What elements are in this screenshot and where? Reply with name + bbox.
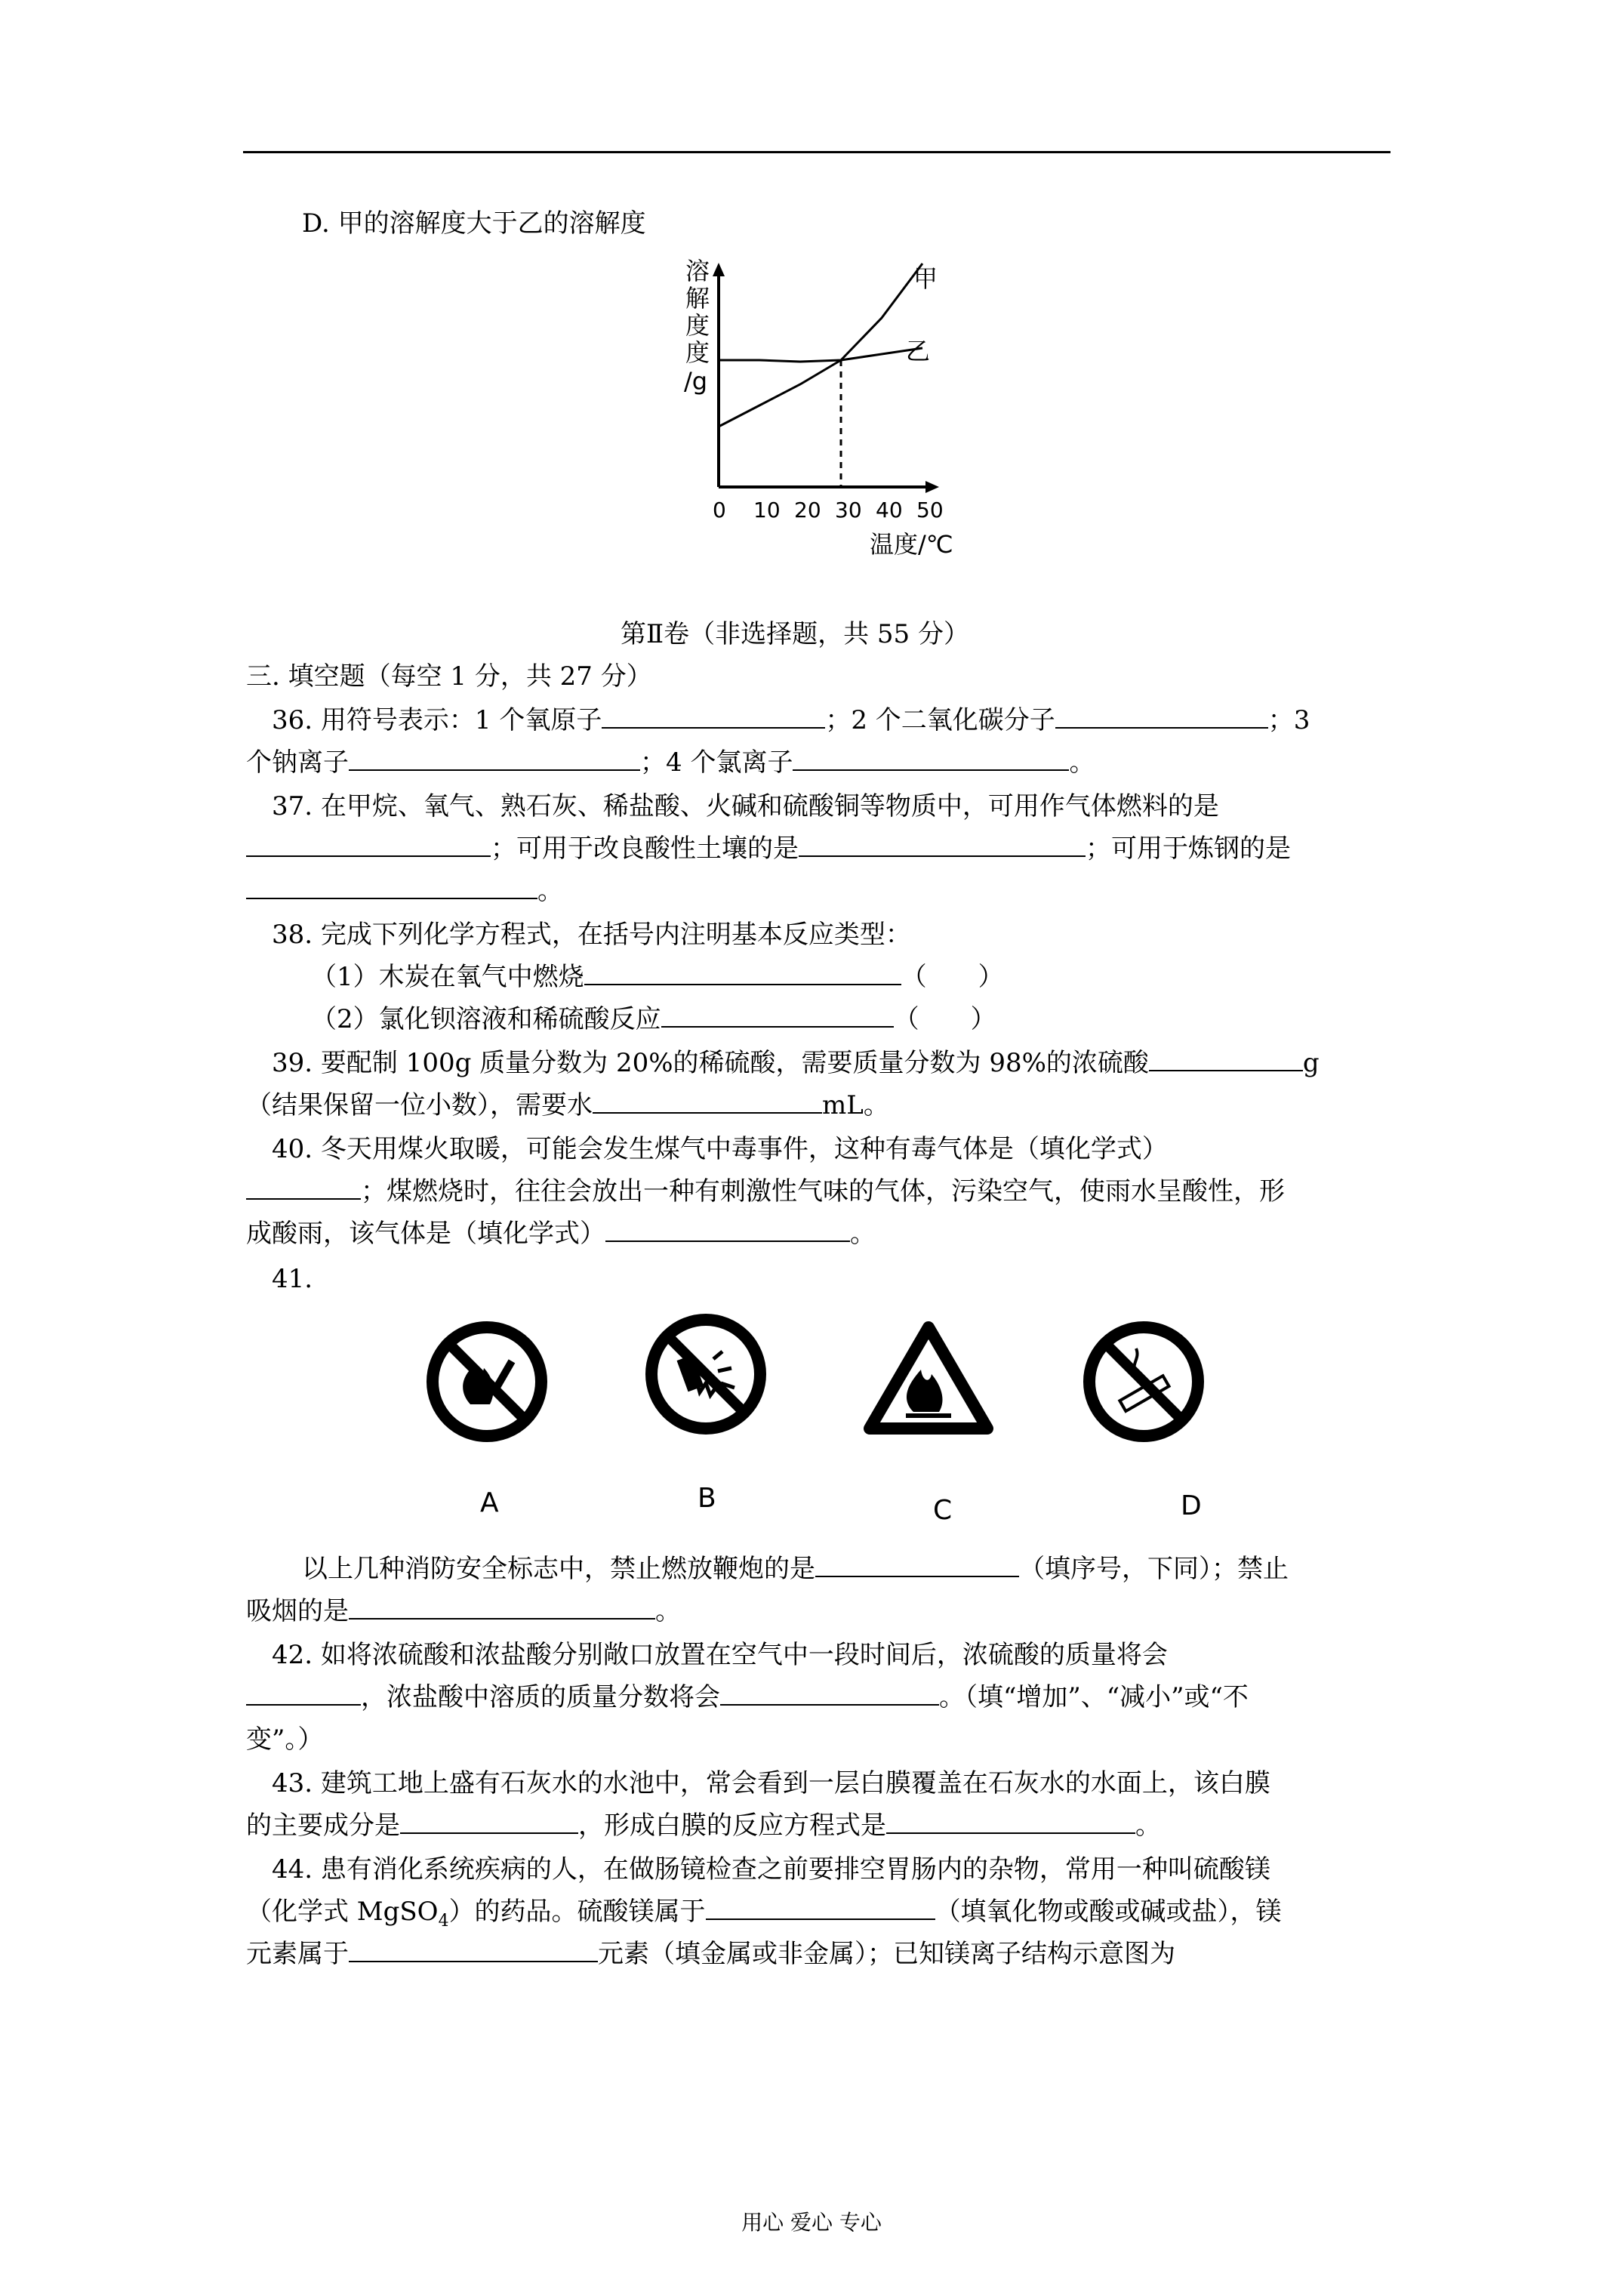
q38-blank-equation-1[interactable] xyxy=(584,961,901,985)
q44-blank-element-type[interactable] xyxy=(349,1938,598,1962)
series-jia-label: 甲 xyxy=(913,264,938,293)
q44-line3 xyxy=(246,1937,1175,1971)
x-tick-label: 20 xyxy=(794,498,821,522)
q42-text-b: ，浓盐酸中溶质的质量分数将会 xyxy=(361,1682,720,1712)
q41-text-d: 。 xyxy=(655,1596,681,1626)
q36-text-a: 36. 用符号表示：1 个氧原子 xyxy=(272,705,602,735)
q36-line1 xyxy=(272,704,1310,737)
q41-text-a: 以上几种消防安全标志中，禁止燃放鞭炮的是 xyxy=(302,1554,815,1584)
sign-label-b: B xyxy=(698,1483,716,1514)
q42-blank-sulfuric-mass[interactable] xyxy=(246,1681,361,1706)
q42-line1: 42. 如将浓硫酸和浓盐酸分别敞口放置在空气中一段时间后，浓硫酸的质量将会 xyxy=(272,1640,1168,1670)
q44-text-d: （填氧化物或酸或碱或盐），镁 xyxy=(935,1897,1282,1927)
sign-label-c: C xyxy=(933,1495,953,1526)
q38-text-2: （2）氯化钡溶液和稀硫酸反应 xyxy=(311,1004,661,1034)
q41-line2 xyxy=(246,1595,681,1628)
q41-line1 xyxy=(302,1552,1289,1586)
y-axis-arrow xyxy=(713,263,725,276)
q41-blank-fireworks[interactable] xyxy=(815,1553,1019,1577)
q37-line2 xyxy=(246,832,1291,865)
q44-text-b: （化学式 MgSO xyxy=(246,1897,439,1927)
q39-text-d: mL。 xyxy=(822,1090,889,1120)
q37-line1: 37. 在甲烷、氧气、熟石灰、稀盐酸、火碱和硫酸铜等物质中，可用作气体燃料的是 xyxy=(272,791,1219,821)
q44-line1: 44. 患有消化系统疾病的人，在做肠镜检查之前要排空胃肠内的杂物，常用一种叫硫酸镁 xyxy=(272,1854,1270,1885)
q40-line2 xyxy=(246,1175,1285,1208)
q42-blank-hcl-fraction[interactable] xyxy=(720,1681,939,1706)
x-axis-arrow xyxy=(925,481,939,493)
x-tick-label: 40 xyxy=(876,498,903,522)
q39-line2 xyxy=(246,1089,889,1122)
ylabel-3: 度 xyxy=(685,311,710,340)
q37-blank-steel[interactable] xyxy=(246,875,537,899)
q44-blank-compound-class[interactable] xyxy=(706,1896,935,1920)
q39-blank-acid-mass[interactable] xyxy=(1149,1047,1303,1071)
q43-blank-equation[interactable] xyxy=(886,1810,1135,1834)
q41-number: 41. xyxy=(272,1264,313,1294)
q39-blank-water[interactable] xyxy=(593,1089,822,1114)
series-yi-label: 乙 xyxy=(906,337,931,365)
sign-label-a: A xyxy=(480,1487,499,1518)
page-footer: 用心 爱心 专心 xyxy=(741,2210,882,2235)
q38-line2 xyxy=(311,1003,996,1036)
q37-blank-fuel[interactable] xyxy=(246,833,491,857)
q43-blank-film-component[interactable] xyxy=(400,1810,578,1834)
q41-text-c: 吸烟的是 xyxy=(246,1596,349,1626)
q40-line3 xyxy=(246,1217,876,1250)
q42-text-c: 。（填“增加”、“减小”或“不 xyxy=(939,1682,1249,1712)
q40-text-b: ；煤燃烧时，往往会放出一种有刺激性气味的气体，污染空气，使雨水呈酸性，形 xyxy=(361,1176,1285,1207)
q36-blank-co2[interactable] xyxy=(1055,704,1268,729)
q39-text-b: g xyxy=(1302,1048,1320,1078)
q43-line2 xyxy=(246,1809,1161,1842)
q40-line1: 40. 冬天用煤火取暖，可能会发生煤气中毒事件，这种有毒气体是（填化学式） xyxy=(272,1134,1168,1164)
q44-text-c: ）的药品。硫酸镁属于 xyxy=(448,1897,706,1927)
sign-c-flammable-warning xyxy=(870,1327,987,1428)
sign-b-no-firecrackers xyxy=(651,1320,760,1428)
q42-line2 xyxy=(246,1681,1249,1714)
q37-text-b: ；可用于改良酸性土壤的是 xyxy=(491,834,799,864)
q36-text-f: 。 xyxy=(1069,747,1095,778)
q38-line1 xyxy=(311,960,1004,994)
q40-text-d: 。 xyxy=(850,1219,876,1249)
solubility-chart xyxy=(649,257,966,566)
x-tick-label: 10 xyxy=(753,498,781,522)
q36-text-d: 个钠离子 xyxy=(246,747,349,778)
q37-blank-soil[interactable] xyxy=(799,833,1086,857)
x-axis-label: 温度/℃ xyxy=(870,530,953,559)
q38-paren-1: （ ） xyxy=(901,962,1004,992)
q36-text-e: ；4 个氯离子 xyxy=(640,747,793,778)
q40-blank-toxic-gas[interactable] xyxy=(246,1176,361,1200)
header-rule xyxy=(243,151,1390,153)
q36-text-b: ；2 个二氧化碳分子 xyxy=(825,705,1055,735)
q42-line3: 变”。） xyxy=(246,1724,324,1755)
q44-line2 xyxy=(246,1895,1282,1938)
q38-text-1: （1）木炭在氧气中燃烧 xyxy=(311,962,584,992)
x-tick-label: 30 xyxy=(835,498,862,522)
x-tick-labels xyxy=(713,498,944,522)
q38-blank-equation-2[interactable] xyxy=(661,1003,894,1028)
section3-title: 三. 填空题（每空 1 分，共 27 分） xyxy=(246,661,652,692)
q41-blank-smoking[interactable] xyxy=(349,1595,655,1620)
q43-line1: 43. 建筑工地上盛有石灰水的水池中，常会看到一层白膜覆盖在石灰水的水面上，该白膜 xyxy=(272,1768,1270,1798)
q43-text-d: 。 xyxy=(1135,1811,1161,1841)
q39-text-a: 39. 要配制 100g 质量分数为 20%的稀硫酸，需要质量分数为 98%的浓硫酸 xyxy=(272,1048,1149,1078)
ylabel-2: 解 xyxy=(685,284,710,313)
q38-title: 38. 完成下列化学方程式，在括号内注明基本反应类型： xyxy=(272,920,911,950)
q37-text-d: 。 xyxy=(537,876,563,906)
q44-subscript: 4 xyxy=(438,1911,449,1931)
q39-text-c: （结果保留一位小数），需要水 xyxy=(246,1090,593,1120)
q44-text-f: 元素（填金属或非金属）；已知镁离子结构示意图为 xyxy=(598,1939,1175,1969)
q44-text-e: 元素属于 xyxy=(246,1939,349,1969)
q40-blank-acid-gas[interactable] xyxy=(605,1218,850,1242)
sign-label-d: D xyxy=(1181,1490,1202,1521)
q43-text-c: ，形成白膜的反应方程式是 xyxy=(578,1811,886,1841)
ylabel-unit: /g xyxy=(684,367,708,396)
series-yi-line xyxy=(719,348,922,362)
q43-text-b: 的主要成分是 xyxy=(246,1811,400,1841)
q36-blank-oxygen-atom[interactable] xyxy=(602,704,825,729)
x-tick-label: 50 xyxy=(916,498,944,522)
q36-blank-sodium-ion[interactable] xyxy=(349,747,640,771)
sign-d-no-smoking xyxy=(1089,1327,1198,1436)
q37-text-c: ；可用于炼钢的是 xyxy=(1086,834,1291,864)
q41-text-b: （填序号，下同）；禁止 xyxy=(1019,1554,1289,1584)
q38-paren-2: （ ） xyxy=(893,1004,996,1034)
option-d: D. 甲的溶解度大于乙的溶解度 xyxy=(302,208,646,239)
fire-safety-signs xyxy=(408,1299,1313,1480)
q36-text-c: ；3 xyxy=(1267,705,1310,735)
q39-line1 xyxy=(272,1046,1320,1080)
ylabel-4: 度 xyxy=(685,338,710,367)
x-tick-label: 0 xyxy=(713,498,726,522)
q40-text-c: 成酸雨，该气体是（填化学式） xyxy=(246,1219,605,1249)
q36-line2 xyxy=(246,746,1095,779)
series-jia-line xyxy=(719,264,922,427)
q37-line3 xyxy=(246,874,563,908)
section2-title: 第Ⅱ卷（非选择题，共 55 分） xyxy=(621,619,969,649)
q36-blank-chloride-ion[interactable] xyxy=(793,747,1069,771)
sign-a-no-fireworks xyxy=(433,1327,541,1436)
ylabel-1: 溶 xyxy=(685,257,710,285)
